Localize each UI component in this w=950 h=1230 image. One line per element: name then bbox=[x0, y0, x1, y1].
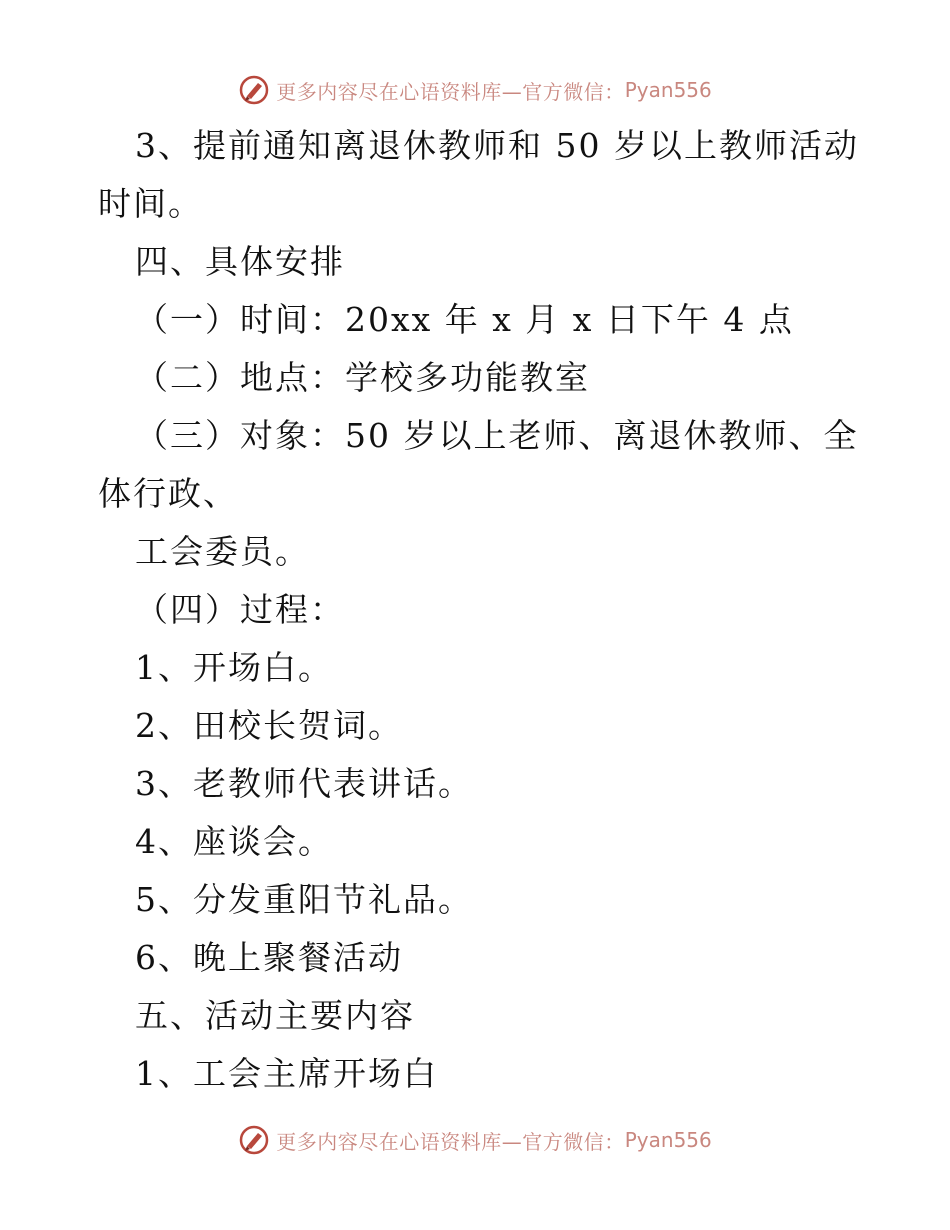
list-item: 1、开场白。 bbox=[135, 648, 333, 687]
paragraph-line: 3、提前通知离退休教师和 50 岁以上教师活动 bbox=[135, 126, 859, 165]
watermark-wechat-id: Pyan556 bbox=[624, 1128, 712, 1152]
paragraph-line: （三）对象：50 岁以上老师、离退休教师、全 bbox=[135, 416, 859, 455]
paragraph-line: （一）时间：20xx 年 x 月 x 日下午 4 点 bbox=[135, 300, 794, 339]
pen-logo-icon bbox=[238, 1124, 270, 1156]
paragraph-line: （二）地点：学校多功能教室 bbox=[135, 358, 590, 397]
section-heading: 五、活动主要内容 bbox=[135, 996, 415, 1035]
section-heading: 四、具体安排 bbox=[135, 242, 345, 281]
paragraph-line: （四）过程： bbox=[135, 590, 345, 629]
watermark-text: 更多内容尽在心语资料库—官方微信： bbox=[276, 1129, 625, 1154]
footer-watermark bbox=[0, 1120, 950, 1160]
paragraph-line: 体行政、 bbox=[98, 474, 238, 513]
list-item: 3、老教师代表讲话。 bbox=[135, 764, 473, 803]
list-item: 5、分发重阳节礼品。 bbox=[135, 880, 473, 919]
watermark-text: 更多内容尽在心语资料库—官方微信： bbox=[276, 79, 625, 104]
paragraph-line: 工会委员。 bbox=[135, 532, 310, 571]
list-item: 2、田校长贺词。 bbox=[135, 706, 403, 745]
list-item: 4、座谈会。 bbox=[135, 822, 333, 861]
list-item: 1、工会主席开场白 bbox=[135, 1054, 438, 1093]
list-item: 6、晚上聚餐活动 bbox=[135, 938, 403, 977]
watermark-wechat-id: Pyan556 bbox=[624, 78, 712, 102]
paragraph-line: 时间。 bbox=[98, 184, 203, 223]
